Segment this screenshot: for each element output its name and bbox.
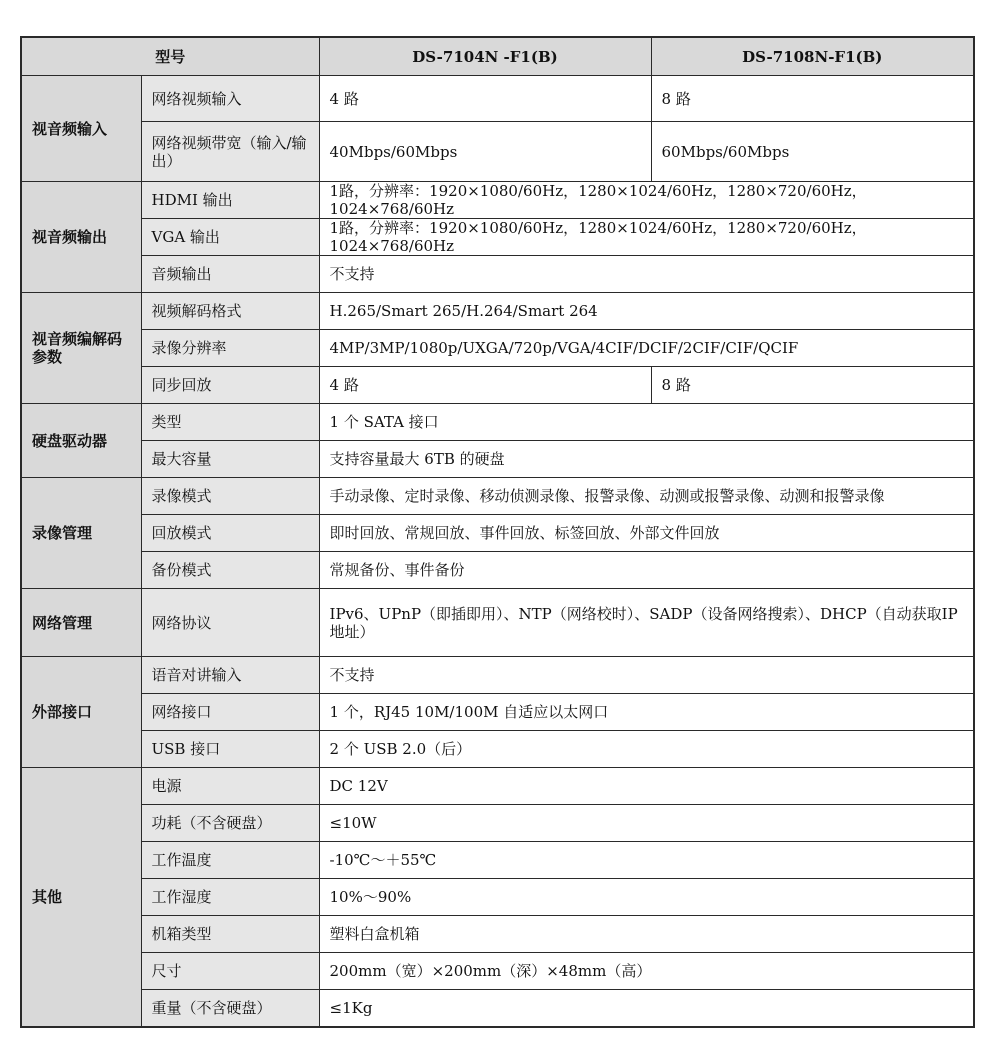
value-shared: 10%～90% — [319, 879, 974, 916]
row-label: 机箱类型 — [141, 916, 319, 953]
table-row — [21, 441, 974, 478]
row-label: 网络协议 — [141, 589, 319, 657]
row-label: 网络视频输入 — [141, 76, 319, 122]
row-label: 功耗（不含硬盘） — [141, 805, 319, 842]
value-model-b: 60Mbps/60Mbps — [651, 122, 974, 182]
row-label: 网络视频带宽（输入/输出） — [141, 122, 319, 182]
table-row — [21, 330, 974, 367]
row-label: USB 接口 — [141, 731, 319, 768]
value-model-b: 8 路 — [651, 367, 974, 404]
table-row — [21, 515, 974, 552]
row-label: 录像分辨率 — [141, 330, 319, 367]
value-shared: -10℃～＋55℃ — [319, 842, 974, 879]
row-label: HDMI 输出 — [141, 182, 319, 219]
table-row — [21, 694, 974, 731]
model-b-header: DS-7108N-F1(B) — [651, 37, 974, 76]
table-row — [21, 805, 974, 842]
category-external: 外部接口 — [21, 657, 141, 768]
row-label: 电源 — [141, 768, 319, 805]
row-label: 录像模式 — [141, 478, 319, 515]
value-shared: 1 个 SATA 接口 — [319, 404, 974, 441]
row-label: VGA 输出 — [141, 219, 319, 256]
value-shared: 1 个，RJ45 10M/100M 自适应以太网口 — [319, 694, 974, 731]
table-row — [21, 219, 974, 256]
table-row — [21, 990, 974, 1027]
category-recording: 录像管理 — [21, 478, 141, 589]
value-shared: IPv6、UPnP（即插即用）、NTP（网络校时）、SADP（设备网络搜索）、DHCP（自动获取IP地址） — [319, 589, 974, 657]
model-label: 型号 — [21, 37, 319, 76]
category-codec: 视音频编解码参数 — [21, 293, 141, 404]
value-model-a: 4 路 — [319, 367, 651, 404]
table-row — [21, 404, 974, 441]
value-shared: DC 12V — [319, 768, 974, 805]
table-row — [21, 657, 974, 694]
value-shared: ≤1Kg — [319, 990, 974, 1027]
table-row — [21, 842, 974, 879]
value-shared: 常规备份、事件备份 — [319, 552, 974, 589]
row-label: 尺寸 — [141, 953, 319, 990]
table-row — [21, 122, 974, 182]
table-row — [21, 76, 974, 122]
value-shared: ≤10W — [319, 805, 974, 842]
model-a-header: DS-7104N -F1(B) — [319, 37, 651, 76]
table-row — [21, 478, 974, 515]
category-av-input: 视音频输入 — [21, 76, 141, 182]
value-shared: 支持容量最大 6TB 的硬盘 — [319, 441, 974, 478]
table-row — [21, 916, 974, 953]
value-shared: 手动录像、定时录像、移动侦测录像、报警录像、动测或报警录像、动测和报警录像 — [319, 478, 974, 515]
value-shared: 2 个 USB 2.0（后） — [319, 731, 974, 768]
value-shared: 塑料白盒机箱 — [319, 916, 974, 953]
row-label: 重量（不含硬盘） — [141, 990, 319, 1027]
category-av-output: 视音频输出 — [21, 182, 141, 293]
value-shared: 1路，分辨率：1920×1080/60Hz，1280×1024/60Hz，1280×720/60Hz，1024×768/60Hz — [319, 219, 974, 256]
row-label: 工作温度 — [141, 842, 319, 879]
table-row — [21, 953, 974, 990]
value-shared: 4MP/3MP/1080p/UXGA/720p/VGA/4CIF/DCIF/2CIF/CIF/QCIF — [319, 330, 974, 367]
table-row — [21, 731, 974, 768]
row-label: 语音对讲输入 — [141, 657, 319, 694]
table-row — [21, 879, 974, 916]
header-row — [21, 37, 974, 76]
row-label: 最大容量 — [141, 441, 319, 478]
spec-table — [20, 36, 975, 1028]
value-shared: 不支持 — [319, 256, 974, 293]
value-shared: 200mm（宽）×200mm（深）×48mm（高） — [319, 953, 974, 990]
value-model-a: 4 路 — [319, 76, 651, 122]
row-label: 工作湿度 — [141, 879, 319, 916]
value-shared: 不支持 — [319, 657, 974, 694]
row-label: 备份模式 — [141, 552, 319, 589]
row-label: 网络接口 — [141, 694, 319, 731]
table-row — [21, 552, 974, 589]
category-network: 网络管理 — [21, 589, 141, 657]
table-row — [21, 367, 974, 404]
table-row — [21, 293, 974, 330]
category-hdd: 硬盘驱动器 — [21, 404, 141, 478]
row-label: 回放模式 — [141, 515, 319, 552]
category-other: 其他 — [21, 768, 141, 1027]
value-model-a: 40Mbps/60Mbps — [319, 122, 651, 182]
value-shared: 1路，分辨率：1920×1080/60Hz，1280×1024/60Hz，1280×720/60Hz，1024×768/60Hz — [319, 182, 974, 219]
row-label: 同步回放 — [141, 367, 319, 404]
table-row — [21, 768, 974, 805]
table-row — [21, 182, 974, 219]
row-label: 音频输出 — [141, 256, 319, 293]
value-shared: H.265/Smart 265/H.264/Smart 264 — [319, 293, 974, 330]
value-model-b: 8 路 — [651, 76, 974, 122]
spec-sheet — [20, 36, 973, 1028]
table-row — [21, 589, 974, 657]
value-shared: 即时回放、常规回放、事件回放、标签回放、外部文件回放 — [319, 515, 974, 552]
row-label: 视频解码格式 — [141, 293, 319, 330]
row-label: 类型 — [141, 404, 319, 441]
table-row — [21, 256, 974, 293]
